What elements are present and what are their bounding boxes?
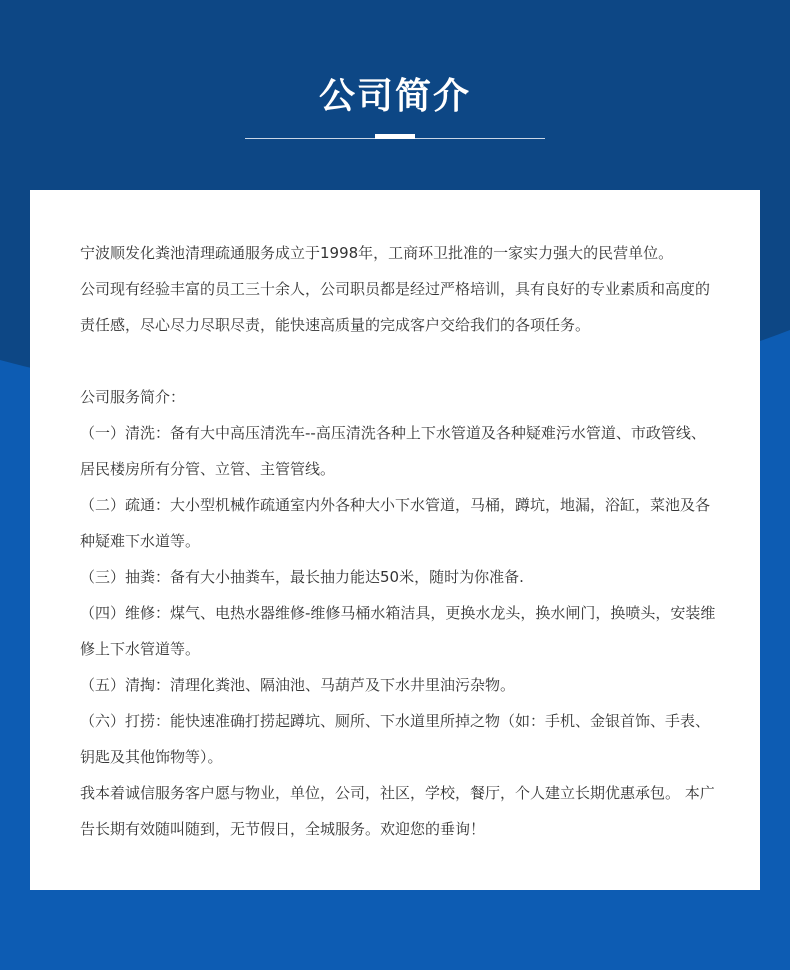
content-body (80, 235, 720, 847)
service-item-retrieval: （六）打捞：能快速准确打捞起蹲坑、厕所、下水道里所掉之物（如：手机、金银首饰、手表、钥匙及其他饰物等）。 (80, 712, 711, 766)
title-accent-bar (375, 134, 415, 139)
header (0, 0, 790, 190)
service-item-dredging: （二）疏通：大小型机械作疏通室内外各种大小下水管道，马桶，蹲坑，地漏，浴缸，菜池及各种疑难下水道等。 (80, 496, 711, 550)
service-item-cleaning: （一）清洗：备有大中高压清洗车--高压清洗各种上下水管道及各种疑难污水管道、市政管线、居民楼房所有分管、立管、主管管线。 (80, 424, 706, 478)
services-heading: 公司服务简介： (80, 388, 186, 406)
service-item-repair: （四）维修：煤气、电热水器维修-维修马桶水箱洁具，更换水龙头，换水闸门，换喷头，安装维修上下水管道等。 (80, 604, 716, 658)
intro-paragraph-1: 宁波顺发化粪池清理疏通服务成立于1998年，工商环卫批准的一家实力强大的民营单位。 (80, 244, 674, 262)
section-spacer (80, 343, 720, 379)
intro-paragraph-2: 公司现有经验丰富的员工三十余人，公司职员都是经过严格培训，具有良好的专业素质和高度的责任感，尽心尽力尽职尽责，能快速高质量的完成客户交给我们的各项任务。 (80, 280, 711, 334)
closing-paragraph: 我本着诚信服务客户愿与物业，单位，公司，社区，学校，餐厅，个人建立长期优惠承包。 本广告长期有效随叫随到，无节假日，全城服务。欢迎您的垂询！ (80, 784, 715, 838)
page-title: 公司简介 (318, 76, 471, 117)
service-item-pumping: （三）抽粪：备有大小抽粪车，最长抽力能达50米，随时为你准备. (80, 568, 524, 586)
content-card (30, 190, 760, 890)
service-item-clearing: （五）清掏：清理化粪池、隔油池、马葫芦及下水井里油污杂物。 (80, 676, 516, 694)
